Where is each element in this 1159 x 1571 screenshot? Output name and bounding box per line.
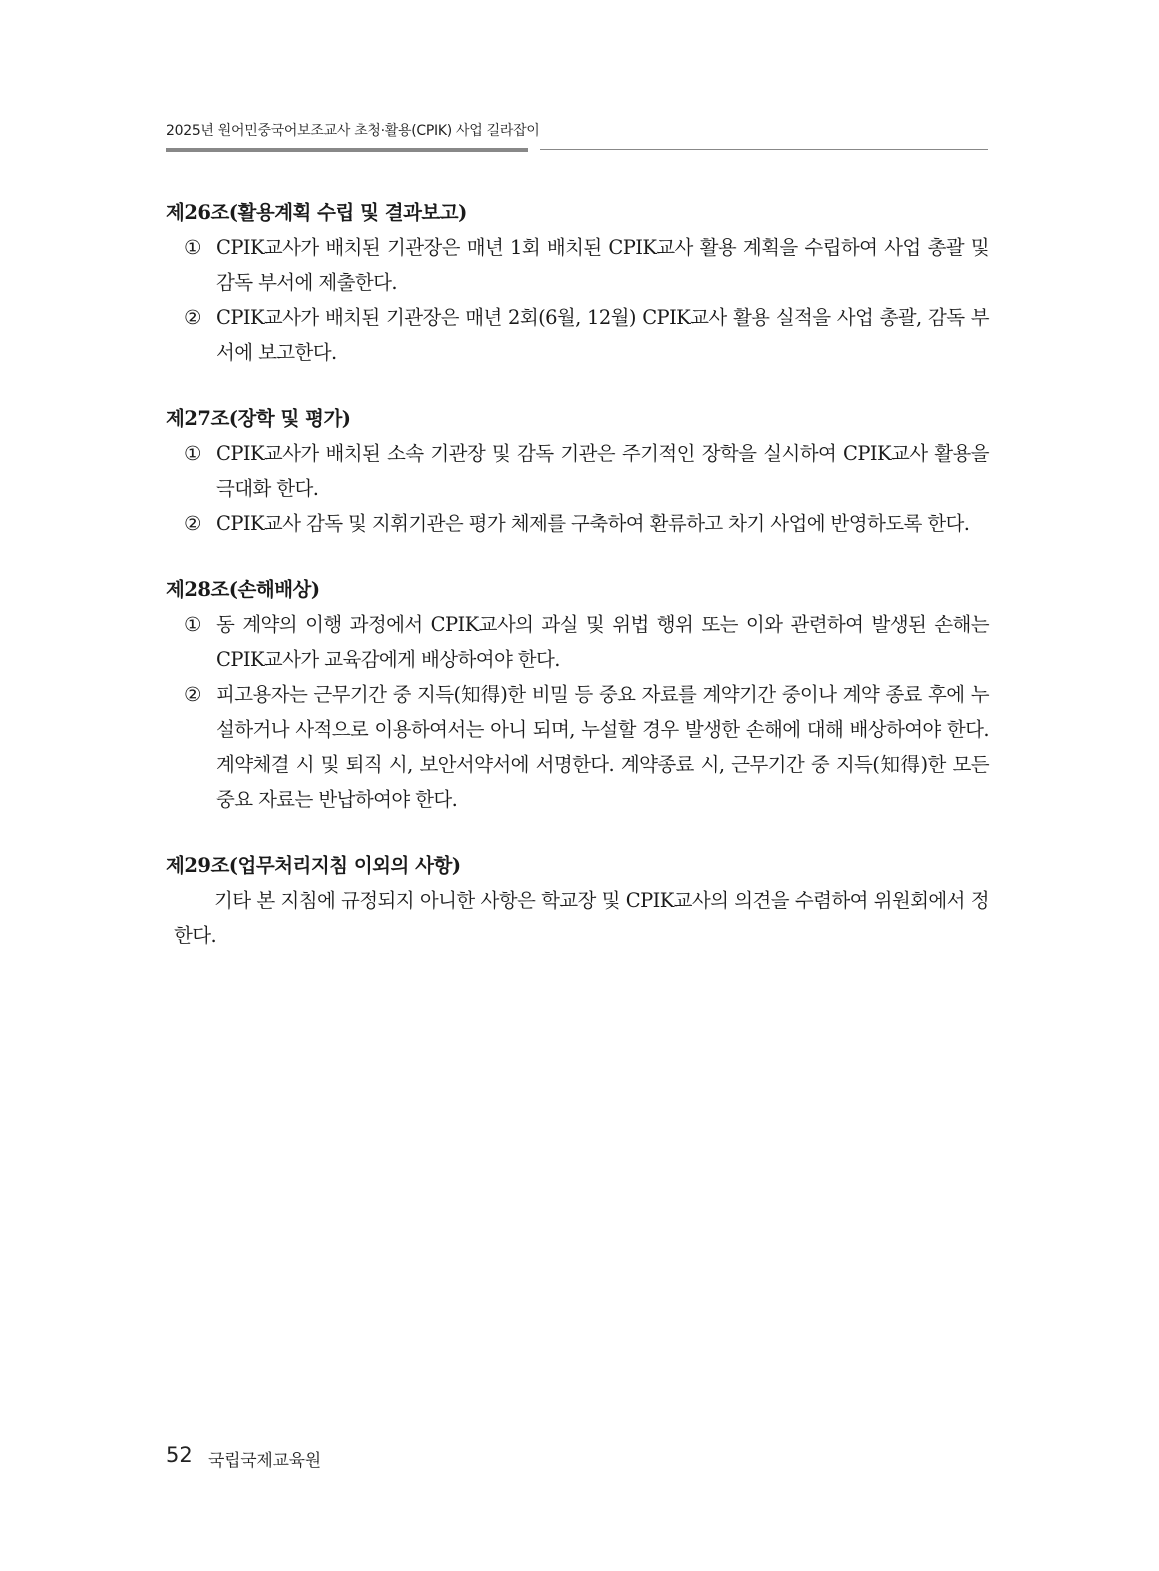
article-27 (166, 401, 989, 541)
page-number: 52 (166, 1443, 193, 1467)
clause-item (166, 436, 989, 506)
article-26 (166, 195, 989, 370)
article-29 (166, 848, 989, 953)
clause-number: ② (184, 683, 201, 706)
clause-text: CPIK교사가 배치된 기관장은 매년 1회 배치된 CPIK교사 활용 계획을 수립하여 사업 총괄 및 감독 부서에 제출한다. (216, 236, 989, 294)
footer-organization: 국립국제교육원 (208, 1451, 321, 1471)
article-body-text: 기타 본 지침에 규정되지 아니한 사항은 학교장 및 CPIK교사의 의견을 수렴하여 위원회에서 정한다. (174, 889, 989, 947)
clause-number: ① (184, 442, 201, 465)
header-rule-thick (166, 148, 528, 152)
clause-item (166, 677, 989, 817)
article-28 (166, 572, 989, 817)
clause-number: ② (184, 306, 201, 329)
clause-text: 동 계약의 이행 과정에서 CPIK교사의 과실 및 위법 행위 또는 이와 관련하여 발생된 손해는 CPIK교사가 교육감에게 배상하여야 한다. (216, 613, 989, 671)
clause-item (166, 607, 989, 677)
article-title: 제27조(장학 및 평가) (166, 407, 351, 430)
clause-item (166, 300, 989, 370)
clause-text: 피고용자는 근무기간 중 지득(知得)한 비밀 등 중요 자료를 계약기간 중이나 계약 종료 후에 누설하거나 사적으로 이용하여서는 아니 되며, 누설할 경우 발생한 손해에 대해 배상하여야 한다. 계약체결 시 및 퇴직 시, 보안서약서에 서명한다. 계약종료 시, 근무기간 중 지득(知得)한 모든 중요 자료는 반납하여야 한다. (216, 683, 989, 811)
clause-item (166, 506, 989, 541)
header-rule-thin (540, 149, 988, 150)
clause-text: CPIK교사가 배치된 소속 기관장 및 감독 기관은 주기적인 장학을 실시하여 CPIK교사 활용을 극대화 한다. (216, 442, 989, 500)
clause-text: CPIK교사가 배치된 기관장은 매년 2회(6월, 12월) CPIK교사 활용 실적을 사업 총괄, 감독 부서에 보고한다. (216, 306, 989, 364)
article-title: 제26조(활용계획 수립 및 결과보고) (166, 201, 467, 224)
clause-number: ① (184, 613, 201, 636)
running-header-title: 2025년 원어민중국어보조교사 초청·활용(CPIK) 사업 길라잡이 (166, 123, 540, 139)
clause-item (166, 230, 989, 300)
document-body (166, 195, 989, 984)
clause-text: CPIK교사 감독 및 지휘기관은 평가 체제를 구축하여 환류하고 차기 사업에 반영하도록 한다. (216, 512, 970, 535)
clause-number: ② (184, 512, 201, 535)
clause-number: ① (184, 236, 201, 259)
article-title: 제28조(손해배상) (166, 578, 320, 601)
article-title: 제29조(업무처리지침 이외의 사항) (166, 854, 461, 877)
